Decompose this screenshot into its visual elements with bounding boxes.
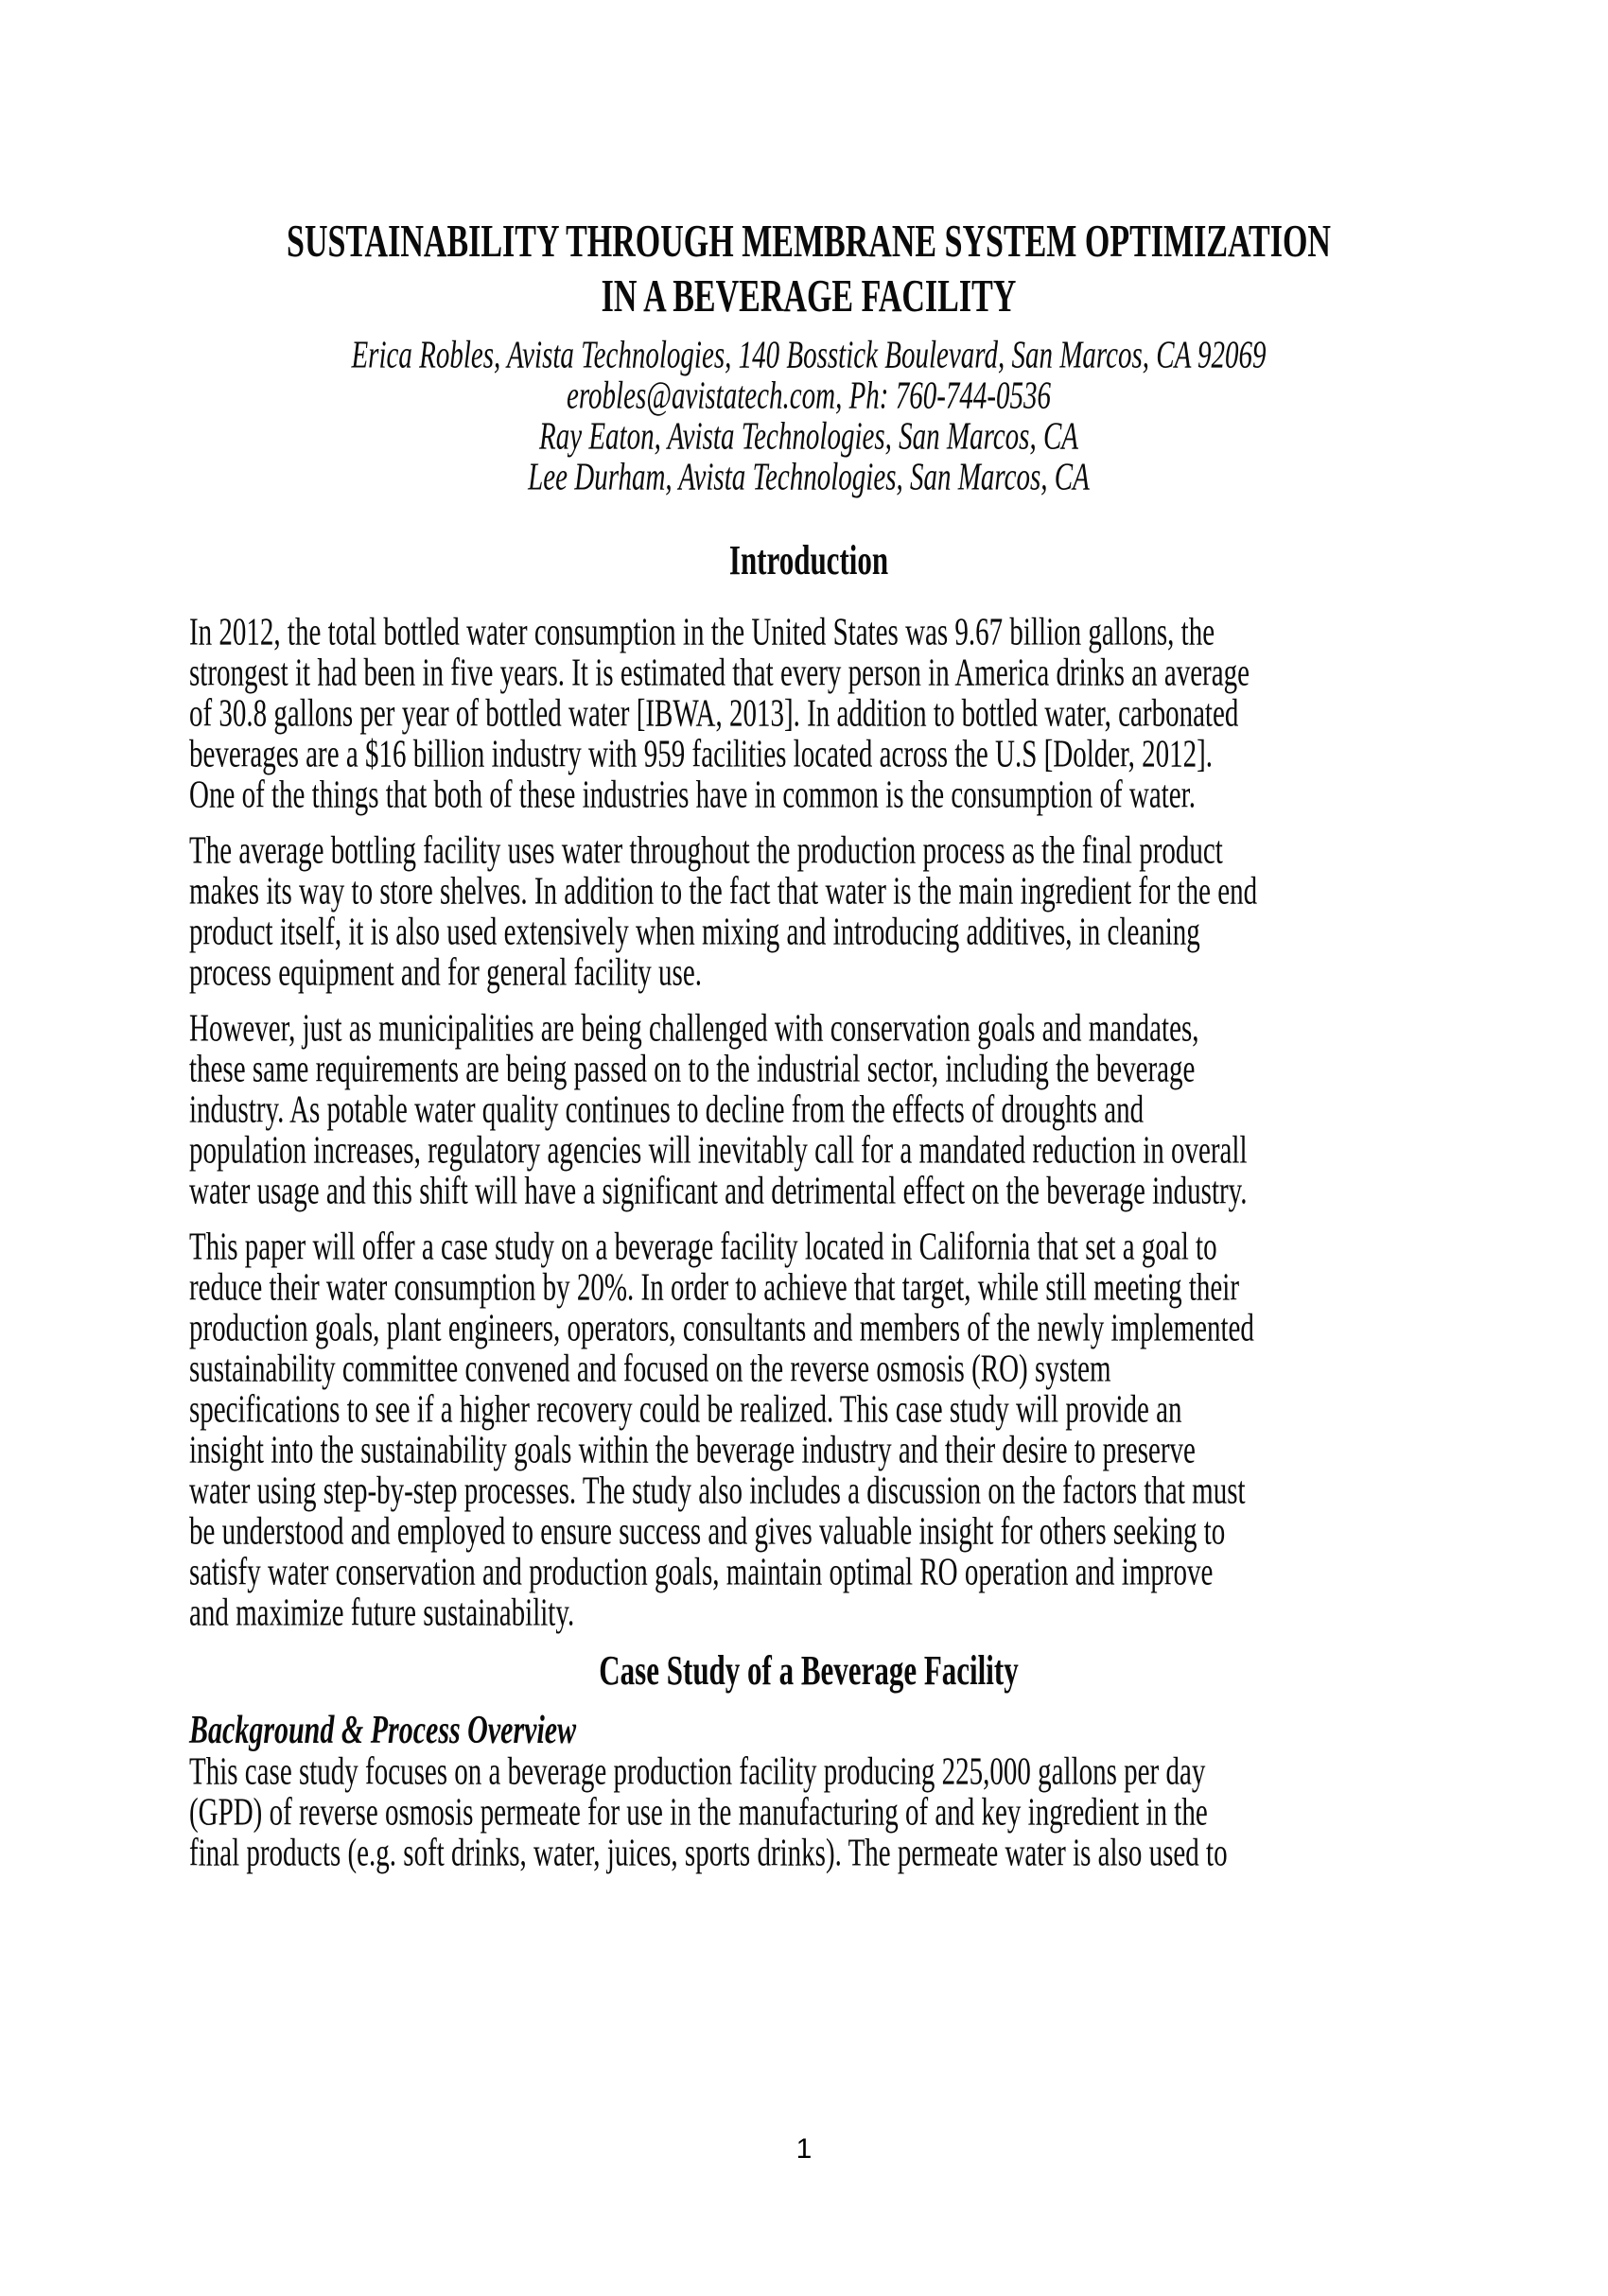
text-line: industry. As potable water quality continues to decline from the effects of droughts and [189,1088,1145,1132]
paragraph-intro-4 [189,1227,1428,1634]
section-heading-introduction [189,537,1428,584]
text-line: In 2012, the total bottled water consumption in the United States was 9.67 billion gallons, the [189,611,1215,654]
text-line: beverages are a $16 billion industry with 959 facilities located across the U.S [Dolder, 2012]. [189,733,1214,776]
text-line: Erica Robles, Avista Technologies, 140 Bosstick Boulevard, San Marcos, CA 92069 [351,334,1267,377]
text-line: makes its way to store shelves. In addition to the fact that water is the main ingredient for the end [189,870,1258,913]
paragraph-intro-2 [189,831,1428,994]
paragraph-intro-1 [189,613,1428,816]
text-line: strongest it had been in five years. It is estimated that every person in America drinks an average [189,652,1250,695]
text-line: insight into the sustainability goals within the beverage industry and their desire to preserve [189,1429,1196,1472]
text-line: production goals, plant engineers, operators, consultants and members of the newly implemented [189,1307,1254,1350]
text-line: erobles@avistatech.com, Ph: 760-744-0536 [566,374,1052,418]
text-line: Ray Eaton, Avista Technologies, San Marcos, CA [538,415,1079,459]
text-line: SUSTAINABILITY THROUGH MEMBRANE SYSTEM OPTIMIZATION [287,217,1331,268]
author-block [189,336,1428,498]
text-line: population increases, regulatory agencies will inevitably call for a mandated reduction in overall [189,1129,1248,1173]
document-page [0,216,1608,2296]
text-line: these same requirements are being passed on to the industrial sector, including the beverage [189,1048,1196,1091]
section-heading-case-study [189,1647,1428,1695]
text-line: and maximize future sustainability. [189,1592,575,1635]
text-line: IN A BEVERAGE FACILITY [601,272,1017,322]
text-line: sustainability committee convened and focused on the reverse osmosis (RO) system [189,1348,1111,1391]
text-line: Background & Process Overview [189,1708,577,1752]
text-line: This paper will offer a case study on a beverage facility located in California that set a goal to [189,1226,1217,1269]
paragraph-intro-3 [189,1009,1428,1212]
text-line: process equipment and for general facility use. [189,951,702,995]
document-text-column [189,216,1428,1874]
text-line: be understood and employed to ensure success and gives valuable insight for others seeking to [189,1510,1226,1554]
text-line: This case study focuses on a beverage production facility producing 225,000 gallons per day [189,1750,1206,1794]
text-line: (GPD) of reverse osmosis permeate for use in the manufacturing of and key ingredient in the [189,1791,1208,1835]
text-line: specifications to see if a higher recovery could be realized. This case study will provide an [189,1388,1182,1432]
paragraph-case-study-1 [189,1752,1428,1874]
text-line: product itself, it is also used extensively when mixing and introducing additives, in cleaning [189,911,1200,954]
text-line: satisfy water conservation and production goals, maintain optimal RO operation and improve [189,1551,1214,1594]
text-line: However, just as municipalities are being challenged with conservation goals and mandates, [189,1007,1199,1051]
page-number: 1 [795,2133,813,2165]
text-line: reduce their water consumption by 20%. In order to achieve that target, while still meeting their [189,1266,1239,1310]
text-line: Lee Durham, Avista Technologies, San Marcos, CA [528,456,1090,499]
text-line: One of the things that both of these industries have in common is the consumption of water. [189,774,1196,817]
text-line: The average bottling facility uses water throughout the production process as the final product [189,829,1223,873]
text-line: final products (e.g. soft drinks, water, juices, sports drinks). The permeate water is also used to [189,1832,1228,1875]
text-line: Introduction [728,536,889,584]
text-line: water using step-by-step processes. The study also includes a discussion on the factors that must [189,1470,1246,1513]
text-line: water usage and this shift will have a significant and detrimental effect on the beverage industry. [189,1170,1248,1213]
text-line: of 30.8 gallons per year of bottled water [IBWA, 2013]. In addition to bottled water, carbonated [189,692,1239,736]
paper-title [189,216,1428,325]
text-line: Case Study of a Beverage Facility [599,1646,1019,1695]
